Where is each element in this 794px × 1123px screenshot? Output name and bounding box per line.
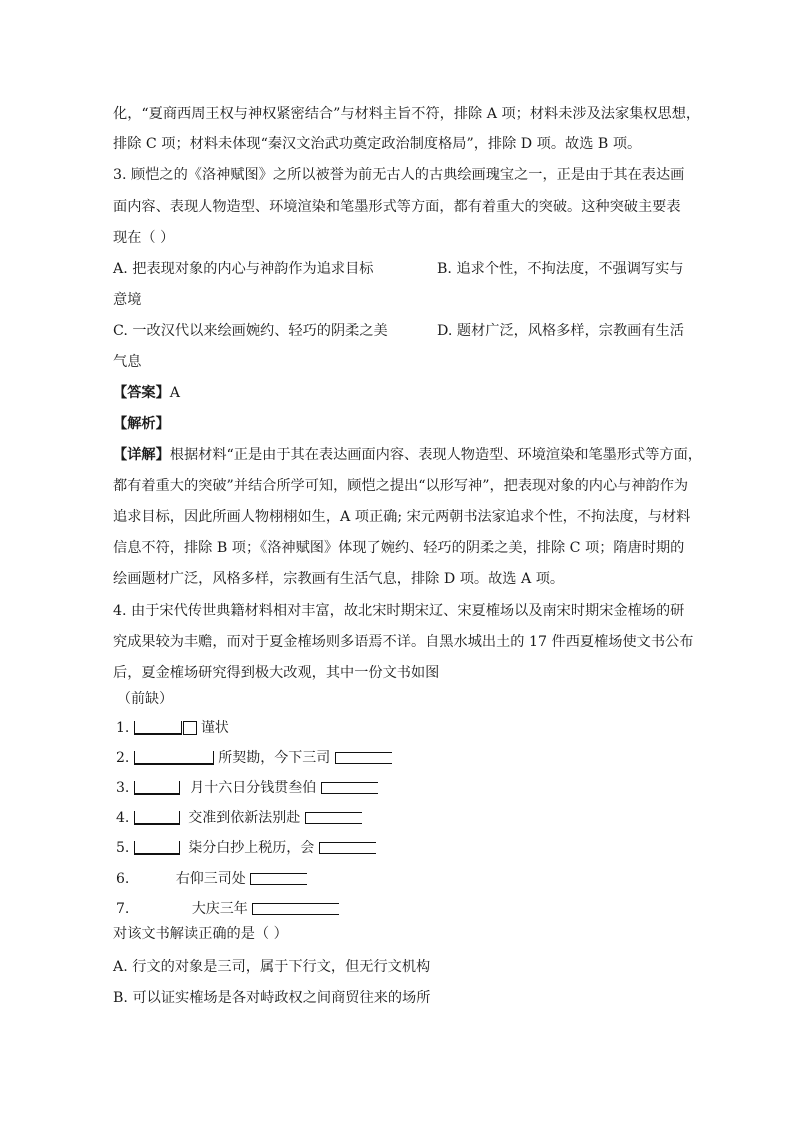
detail-line: 追求目标，因此所画人物栩栩如生，A 项正确; 宋元两朝书法家追求个性，不拘法度，与材料 — [113, 509, 691, 525]
doc-line-number: 4. — [116, 810, 130, 826]
q4-option-a: A. 行文的对象是三司，属于下行文，但无行文机构 — [113, 959, 431, 975]
doc-line-text: 右仰三司处 — [175, 871, 246, 887]
missing-text-box — [134, 841, 180, 855]
paragraph-line: 化，“夏商西周王权与神权紧密结合”与材料主旨不符，排除 A 项；材料未涉及法家集权思想， — [113, 106, 701, 122]
missing-text-box — [134, 781, 180, 795]
doc-line-text: 所契勘，今下三司 — [218, 750, 331, 766]
doc-line-7 — [116, 899, 339, 919]
detail-line: 绘画题材广泛，风格多样，宗教画有生活气息，排除 D 项。故选 A 项。 — [113, 571, 565, 587]
q4-option-b: B. 可以证实榷场是各对峙政权之间商贸往来的场所 — [113, 990, 431, 1006]
q4-stem-line: 4. 由于宋代传世典籍材料相对丰富，故北宋时期宋辽、宋夏榷场以及南宋时期宋金榷场的研 — [113, 603, 685, 619]
detail-line: 信息不符，排除 B 项；《洛神赋图》体现了婉约、轻巧的阴柔之美，排除 C 项；隋唐时期的 — [113, 540, 685, 556]
doc-line-number: 7. — [116, 901, 130, 917]
q3-stem-line: 3. 顾恺之的《洛神赋图》之所以被誉为前无古人的古典绘画瑰宝之一，正是由于其在表达画 — [113, 167, 685, 183]
detail-line: 都有着重大的突破”并结合所学可知，顾恺之提出“以形写神”，把表现对象的内心与神韵作为 — [113, 478, 689, 494]
missing-text-box — [250, 873, 307, 885]
doc-line-4 — [116, 808, 362, 828]
missing-text-box — [252, 903, 339, 915]
q3-stem-line: 面内容、表现人物造型、环境渲染和笔墨形式等方面，都有着重大的突破。这种突破主要表 — [113, 199, 681, 215]
paragraph-line: 排除 C 项；材料未体现“秦汉文治武功奠定政治制度格局”，排除 D 项。故选 B 项。 — [113, 136, 642, 152]
doc-line-2 — [116, 748, 392, 768]
doc-line-number: 5. — [116, 840, 130, 856]
q3-option-a: A. 把表现对象的内心与神韵作为追求目标 — [113, 261, 374, 277]
q3-option-d-continued: 气息 — [113, 354, 142, 370]
missing-text-box — [305, 812, 362, 824]
doc-line-3 — [116, 778, 378, 798]
detail-line — [113, 445, 702, 465]
doc-line-text: 交准到依新法别赴 — [188, 810, 301, 826]
missing-text-box — [319, 842, 376, 854]
detail-text: 根据材料“正是由于其在表达画面内容、表现人物造型、环境渲染和笔墨形式等方面， — [169, 447, 702, 463]
q3-option-b: B. 追求个性，不拘法度，不强调写实与 — [437, 261, 684, 277]
doc-header: （前缺） — [117, 691, 173, 707]
doc-line-number: 1. — [116, 720, 130, 736]
answer-label: 【答案】 — [113, 385, 170, 401]
doc-line-6 — [116, 869, 307, 889]
doc-line-number: 2. — [116, 750, 130, 766]
doc-line-5 — [116, 838, 376, 858]
doc-line-text: 大庆三年 — [191, 901, 248, 917]
missing-text-box — [134, 811, 180, 825]
doc-line-number: 6. — [116, 871, 130, 887]
missing-text-box — [134, 721, 182, 735]
q3-stem-line: 现在（ ） — [113, 230, 175, 246]
doc-line-text: 柒分白抄上税历，会 — [188, 840, 315, 856]
doc-line-text: 月十六日分钱贯叁伯 — [190, 780, 317, 796]
q4-stem-line: 究成果较为丰赡，而对于夏金榷场则多语焉不详。自黑水城出土的 17 件西夏榷场使文书公布 — [113, 634, 694, 650]
q4-stem-line: 后，夏金榷场研究得到极大改观，其中一份文书如图 — [113, 665, 440, 681]
q3-option-c: C. 一改汉代以来绘画婉约、轻巧的阴柔之美 — [113, 323, 388, 339]
missing-character-box — [183, 721, 197, 735]
doc-line-text: 谨状 — [200, 720, 229, 736]
answer-row — [113, 383, 180, 403]
doc-line-1 — [116, 718, 229, 738]
missing-text-box — [134, 751, 214, 765]
missing-text-box — [321, 782, 378, 794]
answer-value: A — [169, 385, 181, 401]
analysis-label: 【解析】 — [113, 416, 170, 432]
q3-option-d: D. 题材广泛，风格多样，宗教画有生活 — [437, 323, 684, 339]
detail-label: 【详解】 — [113, 447, 170, 463]
missing-text-box — [335, 752, 392, 764]
doc-line-number: 3. — [116, 780, 130, 796]
q3-option-b-continued: 意境 — [113, 292, 142, 308]
q4-question: 对该文书解读正确的是（ ） — [113, 926, 288, 942]
